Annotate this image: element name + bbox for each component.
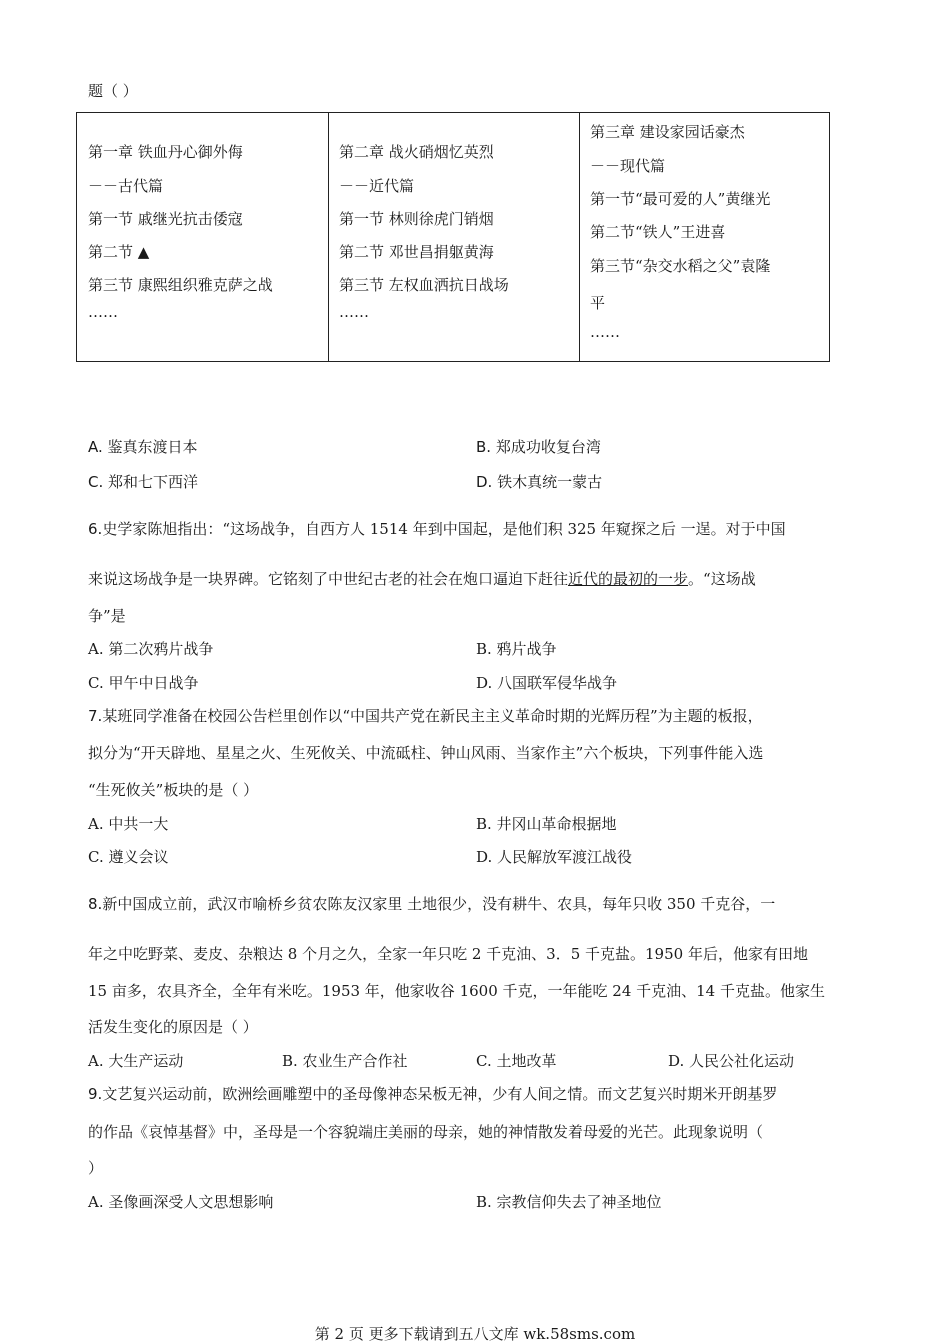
question-9-line: [88, 1083, 777, 1104]
table-cell-line: 第三节“杂交水稻之父”袁隆: [590, 257, 771, 275]
table-cell-line: 第二节 ▲: [88, 243, 150, 261]
table-column-3: [579, 113, 829, 361]
table-cell-line: 第一节 戚继光抗击倭寇: [88, 210, 243, 228]
question-text: 史学家陈旭指出：“这场战争，自西方人 1514 年到中国起，是他们积 325 年窥探之后 一逞。对于中国: [102, 520, 786, 538]
option-c: C. 郑和七下西洋: [88, 473, 199, 491]
option-c: C. 遵义会议: [88, 848, 169, 866]
option-d: D. 八国联军侵华战争: [476, 674, 618, 692]
option-c: C. 甲午中日战争: [88, 674, 199, 692]
table-column-1: [77, 113, 328, 361]
question-text: ）: [88, 1159, 104, 1177]
page-footer: 第 2 页 更多下载请到五八文库 wk.58sms.com: [314, 1325, 636, 1343]
question-number: 6.: [88, 520, 103, 538]
question-text: 15 亩多，农具齐全，全年有米吃。1953 年，他家收谷 1600 千克，一年能吃 24 千克油、14 千克盐。他家生: [88, 982, 825, 1000]
option-b: B. 郑成功收复台湾: [476, 438, 601, 456]
table-cell-line: 平: [590, 294, 606, 312]
question-text: “生死攸关”板块的是（ ）: [88, 781, 259, 799]
question-text: 年之中吃野菜、麦皮、杂粮达 8 个月之久，全家一年只吃 2 千克油、3．5 千克盐。1950 年后，他家有田地: [88, 945, 808, 963]
table-cell-line: －－古代篇: [88, 177, 164, 195]
question-8-line: [88, 893, 775, 914]
question-number: 7.: [88, 707, 103, 725]
table-cell-line: 第一章 铁血丹心御外侮: [88, 143, 243, 161]
question-text: 争”是: [88, 607, 126, 625]
question-7-line: [88, 705, 763, 726]
chapter-table: [76, 112, 830, 362]
table-cell-line: 第三章 建设家园话豪杰: [590, 123, 745, 141]
table-cell-line: 第二节 邓世昌捐躯黄海: [339, 243, 494, 261]
underlined-phrase: 近代的最初的一步: [568, 570, 689, 588]
question-text: 某班同学准备在校园公告栏里创作以“中国共产党在新民主主义革命时期的光辉历程”为主题的板报，: [102, 707, 763, 725]
table-cell-line: －－现代篇: [590, 157, 666, 175]
option-d: D. 人民公社化运动: [668, 1052, 795, 1070]
table-cell-line: －－近代篇: [339, 177, 415, 195]
question-number: 8.: [88, 895, 103, 913]
table-cell-line: 第三节 左权血洒抗日战场: [339, 276, 509, 294]
question-number: 9.: [88, 1085, 103, 1103]
option-d: D. 铁木真统一蒙古: [476, 473, 603, 491]
table-cell-line: ……: [590, 323, 620, 341]
table-cell-line: ……: [88, 303, 118, 321]
option-b: B. 鸦片战争: [476, 640, 557, 658]
option-b: B. 井冈山革命根据地: [476, 815, 617, 833]
question-text: 新中国成立前，武汉市喻桥乡贫农陈友汉家里 土地很少，没有耕牛、农具，每年只收 350 千克谷，一: [102, 895, 776, 913]
question-text: 的作品《哀悼基督》中，圣母是一个容貌端庄美丽的母亲，她的神情散发着母爱的光芒。此现象说明（: [88, 1123, 764, 1141]
table-cell-line: 第二节“铁人”王进喜: [590, 223, 726, 241]
question-text: 。“这场战: [688, 570, 756, 588]
table-cell-line: ……: [339, 303, 369, 321]
question-text: 拟分为“开天辟地、星星之火、生死攸关、中流砥柱、钟山风雨、当家作主”六个板块，下列事件能入选: [88, 744, 764, 762]
option-a: A. 大生产运动: [88, 1052, 184, 1070]
table-cell-line: 第一节“最可爱的人”黄继光: [590, 190, 771, 208]
question-text: 文艺复兴运动前，欧洲绘画雕塑中的圣母像神态呆板无神，少有人间之情。而文艺复兴时期米开朗基罗: [102, 1085, 778, 1103]
option-a: A. 圣像画深受人文思想影响: [88, 1193, 274, 1211]
option-a: A. 鉴真东渡日本: [88, 438, 198, 456]
question-6-line: [88, 568, 756, 589]
question-6-line: [88, 518, 786, 539]
question-fragment: 题（ ）: [88, 82, 138, 100]
table-column-2: [328, 113, 580, 361]
option-a: A. 第二次鸦片战争: [88, 640, 214, 658]
table-cell-line: 第三节 康熙组织雅克萨之战: [88, 276, 273, 294]
table-cell-line: 第二章 战火硝烟忆英烈: [339, 143, 494, 161]
option-a: A. 中共一大: [88, 815, 169, 833]
option-d: D. 人民解放军渡江战役: [476, 848, 633, 866]
question-text: 活发生变化的原因是（ ）: [88, 1018, 258, 1036]
option-c: C. 土地改革: [476, 1052, 557, 1070]
table-cell-line: 第一节 林则徐虎门销烟: [339, 210, 494, 228]
option-b: B. 农业生产合作社: [282, 1052, 408, 1070]
option-b: B. 宗教信仰失去了神圣地位: [476, 1193, 662, 1211]
question-text: 来说这场战争是一块界碑。它铭刻了中世纪古老的社会在炮口逼迫下赶往: [88, 570, 569, 588]
